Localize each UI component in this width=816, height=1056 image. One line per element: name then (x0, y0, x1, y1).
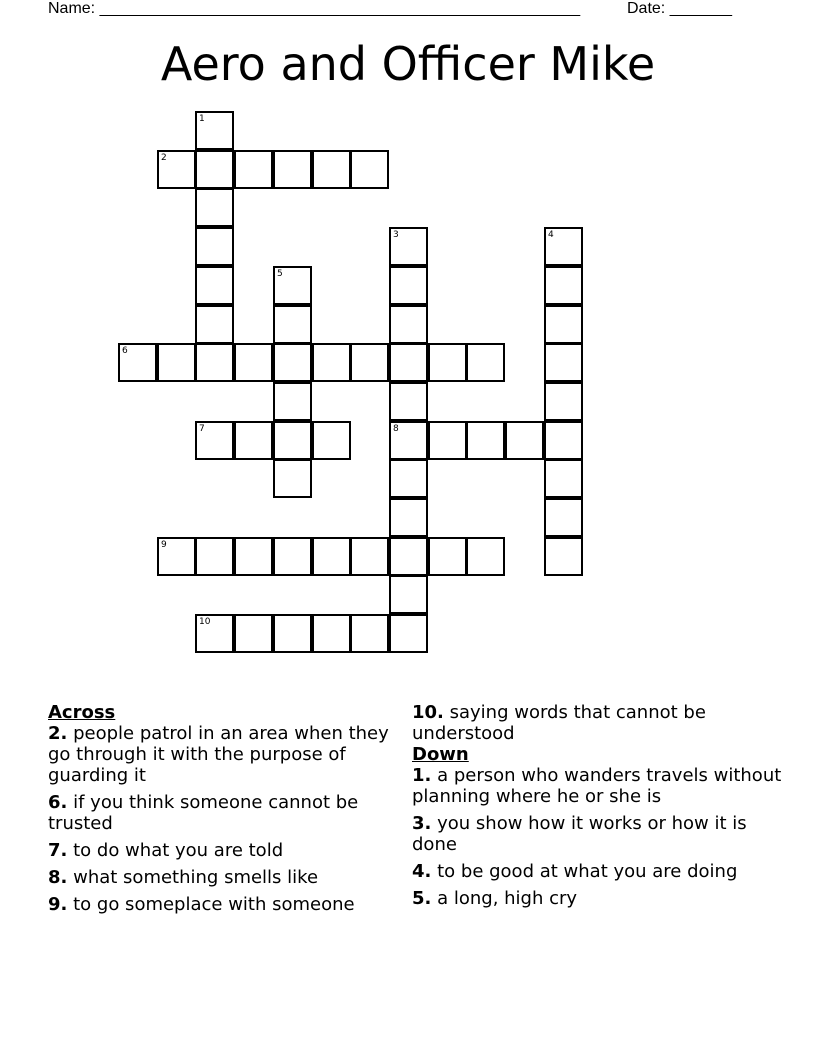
grid-cell[interactable] (312, 343, 351, 382)
clue-number: 7. (48, 840, 68, 861)
cell-number: 10 (199, 617, 211, 627)
clue-number: 5. (412, 888, 432, 909)
grid-cell[interactable] (195, 266, 234, 305)
grid-cell[interactable] (389, 227, 428, 266)
name-field-label[interactable]: Name: ______________________________________________________ (48, 0, 581, 17)
clue-text: people patrol in an area when they go through it with the purpose of guarding it (48, 723, 389, 786)
across-heading: Across (48, 702, 116, 723)
grid-cell[interactable] (195, 614, 234, 653)
clue-text: a person who wanders travels without planning where he or she is (412, 765, 782, 807)
grid-cell[interactable] (466, 343, 505, 382)
grid-cell[interactable] (195, 305, 234, 344)
grid-cell[interactable] (312, 614, 351, 653)
grid-cell[interactable] (118, 343, 157, 382)
cell-number: 5 (277, 269, 283, 279)
grid-cell[interactable] (544, 305, 583, 344)
grid-cell[interactable] (428, 537, 467, 576)
grid-cell[interactable] (234, 150, 273, 189)
grid-cell[interactable] (428, 421, 467, 460)
grid-cell[interactable] (195, 150, 234, 189)
cell-number: 3 (393, 230, 399, 240)
grid-cell[interactable] (273, 343, 312, 382)
grid-cell[interactable] (389, 305, 428, 344)
cell-number: 4 (548, 230, 554, 240)
clue-across-2 (48, 723, 408, 786)
clue-number: 3. (412, 813, 432, 834)
clues-column-right (412, 702, 782, 915)
grid-cell[interactable] (466, 537, 505, 576)
grid-cell[interactable] (273, 537, 312, 576)
grid-cell[interactable] (273, 421, 312, 460)
clue-down-5 (412, 888, 782, 909)
grid-cell[interactable] (544, 227, 583, 266)
grid-cell[interactable] (234, 421, 273, 460)
grid-cell[interactable] (389, 575, 428, 614)
clue-across-8 (48, 867, 408, 888)
grid-cell[interactable] (195, 188, 234, 227)
cell-number: 6 (122, 346, 128, 356)
clue-across-9 (48, 894, 408, 915)
grid-cell[interactable] (273, 305, 312, 344)
clue-across-7 (48, 840, 408, 861)
cell-number: 7 (199, 424, 205, 434)
grid-cell[interactable] (389, 614, 428, 653)
clue-down-1 (412, 765, 782, 807)
grid-cell[interactable] (350, 537, 389, 576)
grid-cell[interactable] (389, 421, 428, 460)
clue-number: 8. (48, 867, 68, 888)
grid-cell[interactable] (505, 421, 544, 460)
grid-cell[interactable] (312, 421, 351, 460)
clue-number: 4. (412, 861, 432, 882)
clue-down-3 (412, 813, 782, 855)
cell-number: 8 (393, 424, 399, 434)
clue-text: saying words that cannot be understood (412, 702, 706, 744)
cell-number: 9 (161, 540, 167, 550)
grid-cell[interactable] (389, 498, 428, 537)
clue-text: to be good at what you are doing (437, 861, 738, 882)
clue-text: to do what you are told (73, 840, 284, 861)
grid-cell[interactable] (195, 111, 234, 150)
grid-cell[interactable] (544, 421, 583, 460)
clue-text: to go someplace with someone (73, 894, 355, 915)
clue-number: 2. (48, 723, 68, 744)
page-title: Aero and Officer Mike (160, 37, 656, 91)
grid-cell[interactable] (195, 227, 234, 266)
grid-cell[interactable] (234, 537, 273, 576)
grid-cell[interactable] (389, 459, 428, 498)
grid-cell[interactable] (273, 266, 312, 305)
clue-number: 9. (48, 894, 68, 915)
grid-cell[interactable] (544, 459, 583, 498)
grid-cell[interactable] (350, 150, 389, 189)
grid-cell[interactable] (312, 537, 351, 576)
grid-cell[interactable] (157, 150, 196, 189)
grid-cell[interactable] (350, 614, 389, 653)
grid-cell[interactable] (389, 266, 428, 305)
grid-cell[interactable] (544, 537, 583, 576)
date-field-label[interactable]: Date: _______ (627, 0, 732, 17)
clue-text: you show how it works or how it is done (412, 813, 747, 855)
down-heading: Down (412, 744, 469, 765)
grid-cell[interactable] (273, 382, 312, 421)
grid-cell[interactable] (195, 537, 234, 576)
clue-text: a long, high cry (437, 888, 578, 909)
grid-cell[interactable] (312, 150, 351, 189)
grid-cell[interactable] (273, 459, 312, 498)
clue-text: if you think someone cannot be trusted (48, 792, 359, 834)
clue-text: what something smells like (73, 867, 319, 888)
cell-number: 1 (199, 114, 205, 124)
grid-cell[interactable] (234, 343, 273, 382)
grid-cell[interactable] (195, 343, 234, 382)
clue-number: 10. (412, 702, 444, 723)
grid-cell[interactable] (273, 150, 312, 189)
clue-across-10 (412, 702, 782, 744)
grid-cell[interactable] (544, 266, 583, 305)
grid-cell[interactable] (350, 343, 389, 382)
grid-cell[interactable] (466, 421, 505, 460)
grid-cell[interactable] (428, 343, 467, 382)
clue-across-6 (48, 792, 408, 834)
grid-cell[interactable] (234, 614, 273, 653)
clue-number: 6. (48, 792, 68, 813)
grid-cell[interactable] (157, 343, 196, 382)
grid-cell[interactable] (389, 343, 428, 382)
clue-down-4 (412, 861, 782, 882)
grid-cell[interactable] (389, 382, 428, 421)
grid-cell[interactable] (544, 382, 583, 421)
clue-number: 1. (412, 765, 432, 786)
grid-cell[interactable] (195, 421, 234, 460)
cell-number: 2 (161, 153, 167, 163)
grid-cell[interactable] (273, 614, 312, 653)
grid-cell[interactable] (157, 537, 196, 576)
clues-column-left (48, 702, 408, 921)
grid-cell[interactable] (544, 343, 583, 382)
grid-cell[interactable] (389, 537, 428, 576)
grid-cell[interactable] (544, 498, 583, 537)
